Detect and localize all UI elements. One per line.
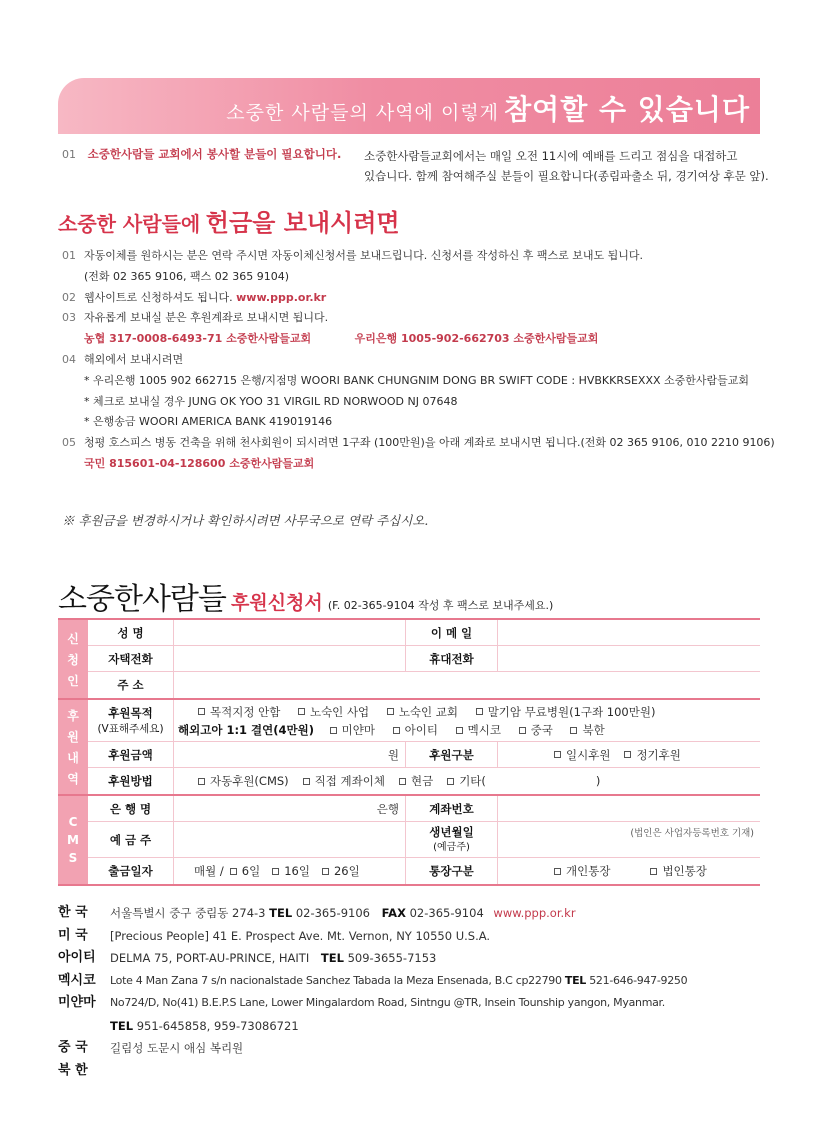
checkbox-icon xyxy=(303,778,310,785)
birth-label xyxy=(406,822,498,857)
option-label: 정기후원 xyxy=(636,747,681,762)
bank-suffix: 은행 xyxy=(376,801,399,816)
option-label: 기타( xyxy=(459,774,486,788)
country-option[interactable] xyxy=(570,721,604,739)
checkbox-icon xyxy=(330,727,337,734)
birth-title: 생년월일 xyxy=(429,824,474,839)
label-char: S xyxy=(68,851,78,865)
name-label: 성 명 xyxy=(88,620,174,645)
list-item xyxy=(62,288,782,309)
volunteer-heading: 소중한사람들 교회에서 봉사할 분들이 필요합니다. xyxy=(87,147,342,161)
home-phone-field[interactable] xyxy=(174,646,406,671)
birth-note: (법인은 사업자등록번호 기재) xyxy=(630,828,754,839)
item-text: 자동이체를 원하시는 분은 연락 주시면 자동이체신청서를 보내드립니다. 신청서를 작성하신 후 팩스로 보내도 됩니다. xyxy=(84,249,643,262)
method-options xyxy=(174,768,760,794)
label-char: 원 xyxy=(67,730,79,744)
address-text xyxy=(110,1015,299,1038)
volunteer-description xyxy=(364,146,784,186)
passbook-label: 통장구분 xyxy=(406,858,498,884)
type-options xyxy=(498,742,760,767)
country-name xyxy=(58,1015,110,1038)
item-number: 04 xyxy=(62,352,76,366)
tel-number: 521-646-947-9250 xyxy=(589,973,688,987)
checkbox-icon xyxy=(447,778,454,785)
list-item xyxy=(62,246,782,267)
country-option[interactable] xyxy=(393,721,438,739)
address-text xyxy=(110,970,687,993)
tel-label: TEL xyxy=(110,1018,134,1033)
list-item xyxy=(62,267,782,288)
country-name: 한 국 xyxy=(58,905,88,920)
holder-label: 예 금 주 xyxy=(88,822,174,857)
address-line: Lote 4 Man Zana 7 s/n nacionalstade Sanchez Tabada la Meza Ensenada, B.C cp22790 xyxy=(110,973,562,987)
banner-big-text: 참여할 수 있습니다 xyxy=(504,93,750,126)
label-char: C xyxy=(68,815,78,829)
address-row xyxy=(58,925,778,948)
label-char: 신 xyxy=(67,631,79,646)
address-field[interactable] xyxy=(174,672,760,698)
address-row xyxy=(58,1060,778,1083)
address-row xyxy=(58,947,778,970)
item-text: 자유롭게 보내실 분은 후원계좌로 보내시면 됩니다. xyxy=(84,311,329,325)
form-title xyxy=(58,574,553,618)
mobile-field[interactable] xyxy=(498,646,760,671)
option-label: 일시후원 xyxy=(566,747,611,762)
checkbox-icon xyxy=(322,868,329,875)
account-woori: 우리은행 1005-902-662703 소중한사람들교회 xyxy=(354,332,599,346)
option-label: 아이티 xyxy=(404,723,438,737)
office-addresses xyxy=(58,902,778,1082)
method-option[interactable] xyxy=(399,773,433,789)
checkbox-icon xyxy=(650,868,657,875)
email-field[interactable] xyxy=(498,620,760,645)
label-char: 인 xyxy=(67,673,79,688)
list-item xyxy=(62,433,782,454)
address-text: [Precious People] 41 E. Prospect Ave. Mt. Vernon, NY 10550 U.S.A. xyxy=(110,928,491,943)
purpose-title: 후원목적 xyxy=(108,705,153,720)
country-name: 북 한 xyxy=(58,1062,88,1078)
checkbox-icon xyxy=(198,778,205,785)
donation-heading xyxy=(58,203,400,238)
section-label-detail xyxy=(58,700,88,794)
item-number: 01 xyxy=(62,249,76,262)
form-title-org: 소중한사람들 xyxy=(58,582,226,617)
option-label: 26일 xyxy=(333,864,360,878)
tel-label: TEL xyxy=(320,951,344,965)
label-char: 후 xyxy=(67,709,79,723)
address-line: DELMA 75, PORT-AU-PRINCE, HAITI xyxy=(110,951,310,965)
volunteer-title xyxy=(62,146,341,162)
donation-list xyxy=(62,246,782,475)
section-label-cms xyxy=(58,796,88,884)
donation-heading-big: 헌금을 보내시려면 xyxy=(205,209,400,237)
option-label: 현금 xyxy=(410,774,434,788)
country-name: 중 국 xyxy=(58,1040,88,1055)
label-char: 청 xyxy=(67,652,79,667)
address-text: 길림성 도문시 애심 복리원 xyxy=(110,1041,244,1055)
tel-number: 509-3655-7153 xyxy=(347,951,437,965)
contact-note: ※ 후원금을 변경하시거나 확인하시려면 사무국으로 연락 주십시오. xyxy=(62,513,429,528)
address-label: 주 소 xyxy=(88,672,174,698)
option-label: 개인통장 xyxy=(566,864,611,878)
item-number: 02 xyxy=(62,290,76,304)
option-label: 미얀마 xyxy=(341,723,375,737)
checkbox-icon xyxy=(387,708,394,715)
purpose-label xyxy=(88,700,174,741)
item-text: 웹사이트로 신청하셔도 됩니다. xyxy=(84,290,233,304)
option-label: 중국 xyxy=(530,723,553,737)
list-item xyxy=(62,350,782,371)
purpose-options xyxy=(174,700,760,741)
method-option[interactable] xyxy=(198,773,289,789)
checkbox-icon xyxy=(198,708,205,715)
overseas-remit: * 은행송금 WOORI AMERICA BANK 419019146 xyxy=(84,415,333,429)
address-line: 서울특별시 중구 중림동 274-3 xyxy=(110,906,266,920)
overseas-check: * 체크로 보내실 경우 JUNG OK YOO 31 VIRGIL RD NORWOOD NJ 07648 xyxy=(84,394,458,408)
bank-field[interactable] xyxy=(174,796,406,821)
bank-accounts xyxy=(62,329,782,350)
bank-label: 은 행 명 xyxy=(88,796,174,821)
purpose-option[interactable] xyxy=(387,703,458,721)
website-link[interactable]: www.ppp.or.kr xyxy=(236,290,327,304)
withdraw-prefix: 매월 / xyxy=(194,864,224,878)
address-text: No724/D, No(41) B.E.P.S Lane, Lower Mingalardom Road, Sintngu @TR, Insein Tounship yangon, Myanmar. xyxy=(110,996,665,1009)
option-label: 법인통장 xyxy=(662,864,707,878)
item-number: 05 xyxy=(62,436,76,450)
address-row xyxy=(58,902,778,925)
purpose-option[interactable] xyxy=(476,703,656,721)
name-field[interactable] xyxy=(174,620,406,645)
mobile-label: 휴대전화 xyxy=(406,646,498,671)
country-name: 미 국 xyxy=(58,927,88,943)
country-name: 미얀마 xyxy=(58,995,96,1010)
cms-section xyxy=(58,796,760,886)
withdraw-option[interactable] xyxy=(230,863,260,879)
account-nonghyup: 농협 317-0008-6493-71 소중한사람들교회 xyxy=(84,332,312,346)
website-link[interactable]: www.ppp.or.kr xyxy=(493,906,576,920)
donation-form xyxy=(58,618,760,886)
overseas-wire: * 우리은행 1005 902 662715 은행/지점명 WOORI BANK CHUNGNIM DONG BR SWIFT CODE : HVBKKRSEXXX 소중한사람들교회 xyxy=(84,373,750,387)
method-label: 후원방법 xyxy=(88,768,174,794)
checkbox-icon xyxy=(570,727,577,734)
tel-number: 02-365-9106 xyxy=(295,906,370,920)
checkbox-icon xyxy=(456,727,463,734)
withdraw-label: 출금일자 xyxy=(88,858,174,884)
option-label: 직접 계좌이체 xyxy=(314,774,385,788)
list-item xyxy=(62,308,782,329)
checkbox-icon xyxy=(554,751,561,758)
fax-label: FAX xyxy=(381,906,406,920)
checkbox-icon xyxy=(272,868,279,875)
checkbox-icon xyxy=(393,727,400,734)
donation-heading-small: 소중한 사람들에 xyxy=(58,212,201,236)
birth-subtitle: (예금주) xyxy=(433,841,470,853)
option-label: 목적지정 안함 xyxy=(210,704,281,719)
detail-section xyxy=(58,700,760,796)
tel-number: 951-645858, 959-73086721 xyxy=(136,1018,299,1033)
country-option[interactable] xyxy=(519,721,553,739)
option-label: 자동후원(CMS) xyxy=(210,774,289,788)
overseas-orphan-label: 해외고아 1:1 결연(4만원) xyxy=(178,722,314,737)
option-label: 말기암 무료병원(1구좌 100만원) xyxy=(487,704,656,719)
option-label: 노숙인 교회 xyxy=(398,704,459,719)
checkbox-icon xyxy=(399,778,406,785)
passbook-option[interactable] xyxy=(554,863,610,879)
other-close-paren: ) xyxy=(595,774,601,788)
label-char: 내 xyxy=(67,751,79,765)
withdraw-option[interactable] xyxy=(272,863,310,879)
purpose-option[interactable] xyxy=(298,703,369,721)
method-option[interactable] xyxy=(447,773,486,789)
volunteer-line: 소중한사람들교회에서는 매일 오전 11시에 예배를 드리고 점심을 대접하고 xyxy=(364,149,738,163)
option-label: 멕시코 xyxy=(467,723,501,737)
item-text: (전화 02 365 9106, 팩스 02 365 9104) xyxy=(84,269,290,283)
type-option[interactable] xyxy=(554,747,610,763)
item-text: 해외에서 보내시려면 xyxy=(84,352,184,366)
country-name: 아이티 xyxy=(58,950,96,965)
form-title-main: 후원신청서 xyxy=(230,592,323,614)
withdraw-options xyxy=(174,858,406,884)
item-number: 01 xyxy=(62,148,76,161)
amount-field[interactable] xyxy=(174,742,406,767)
header-banner xyxy=(58,78,760,134)
passbook-options xyxy=(498,858,760,884)
hospice-account-row xyxy=(62,454,782,475)
country-option[interactable] xyxy=(456,721,501,739)
won-unit: 원 xyxy=(387,747,399,762)
method-option[interactable] xyxy=(303,773,385,789)
applicant-section xyxy=(58,620,760,700)
passbook-option[interactable] xyxy=(650,863,706,879)
form-title-fax: (F. 02-365-9104 작성 후 팩스로 보내주세요.) xyxy=(327,599,554,612)
amount-label: 후원금액 xyxy=(88,742,174,767)
checkbox-icon xyxy=(476,708,483,715)
home-phone-label: 자택전화 xyxy=(88,646,174,671)
checkbox-icon xyxy=(624,751,631,758)
account-kookmin: 국민 815601-04-128600 소중한사람들교회 xyxy=(84,456,315,470)
type-option[interactable] xyxy=(624,747,680,763)
label-char: 역 xyxy=(67,772,79,786)
withdraw-option[interactable] xyxy=(322,863,360,879)
address-row xyxy=(58,1015,778,1038)
checkbox-icon xyxy=(298,708,305,715)
checkbox-icon xyxy=(230,868,237,875)
banner-title xyxy=(226,88,750,128)
address-row xyxy=(58,970,778,993)
tel-label: TEL xyxy=(564,973,587,987)
address-text xyxy=(110,902,576,925)
purpose-option[interactable] xyxy=(198,703,280,721)
holder-field[interactable] xyxy=(174,822,406,857)
purpose-subtitle: (V표해주세요) xyxy=(97,722,164,735)
item-number: 03 xyxy=(62,311,76,325)
checkbox-icon xyxy=(554,868,561,875)
account-number-field[interactable] xyxy=(498,796,760,821)
address-text xyxy=(110,947,436,970)
option-label: 6일 xyxy=(241,864,261,878)
country-name: 멕시코 xyxy=(58,972,96,988)
birth-field[interactable] xyxy=(498,822,760,857)
item-text: 청평 호스피스 병동 건축을 위해 천사회원이 되시려면 1구좌 (100만원)을 아래 계좌로 보내시면 됩니다.(전화 02 365 9106, 010 2210 9106) xyxy=(84,436,775,450)
type-label: 후원구분 xyxy=(406,742,498,767)
option-label: 16일 xyxy=(284,864,310,878)
account-number-label: 계좌번호 xyxy=(406,796,498,821)
option-label: 노숙인 사업 xyxy=(309,704,370,719)
label-char: M xyxy=(67,833,79,847)
fax-number: 02-365-9104 xyxy=(409,906,484,920)
volunteer-line: 있습니다. 함께 참여해주실 분들이 필요합니다(종림파출소 뒤, 경기여상 후문 앞). xyxy=(364,169,769,183)
country-option[interactable] xyxy=(330,721,375,739)
option-label: 북한 xyxy=(582,723,605,737)
address-row xyxy=(58,1037,778,1060)
checkbox-icon xyxy=(519,727,526,734)
email-label: 이 메 일 xyxy=(406,620,498,645)
section-label-applicant xyxy=(58,620,88,698)
address-row xyxy=(58,992,778,1015)
banner-small-text: 소중한 사람들의 사역에 이렇게 xyxy=(226,102,500,124)
tel-label: TEL xyxy=(269,906,293,920)
